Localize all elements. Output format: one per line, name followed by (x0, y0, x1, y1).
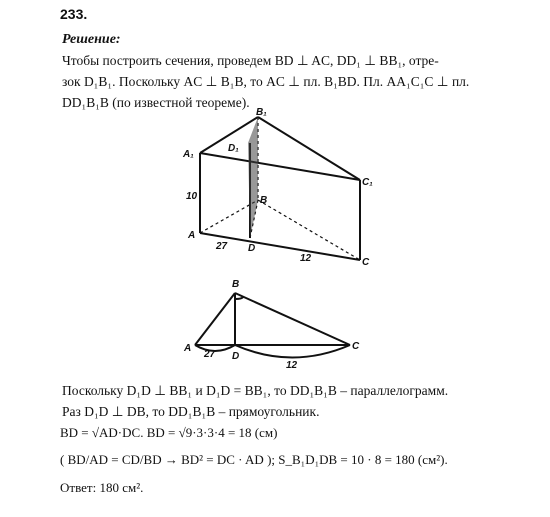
formula-1: BD = √AD·DC. BD = √9·3·3·4 = 18 (см) (60, 425, 278, 440)
label-C: C (362, 257, 370, 268)
paragraph-2 (62, 380, 532, 422)
tri-label-C: C (352, 341, 360, 352)
triangle-figure (180, 275, 380, 375)
answer: Ответ: 180 см². (60, 480, 144, 495)
label-10: 10 (186, 191, 198, 202)
para1-line1: Чтобы построить сечения, проведем BD ⊥ AC, DD₁ ⊥ BB₁, отре- (62, 53, 439, 68)
solution-label: Решение: (62, 32, 121, 47)
label-C1: C₁ (362, 177, 373, 188)
problem-number: 233. (60, 6, 88, 22)
label-D: D (248, 243, 256, 254)
label-27: 27 (216, 241, 228, 252)
label-A: A (188, 230, 196, 241)
prism-figure (150, 105, 420, 280)
para1-line3: DD₁B₁B (по известной теореме). (62, 95, 250, 110)
formula-2: ( BD/AD = CD/BD → BD² = DC · AD ); S_B₁D₁DB = 10 · 8 = 180 (см²). (60, 452, 448, 467)
para2-line1: Поскольку D₁D ⊥ BB₁ и D₁D = BB₁, то DD₁B₁B – параллелограмм. (62, 383, 449, 398)
para1-line2: зок D₁B₁. Поскольку AC ⊥ B₁B, то AC ⊥ пл. B₁BD. Пл. AA₁C₁C ⊥ пл. (62, 74, 470, 89)
label-A1: A₁ (183, 149, 194, 160)
tri-label-A: A (184, 343, 192, 354)
tri-label-B: B (232, 279, 240, 290)
label-B: B (260, 195, 268, 206)
tri-label-27: 27 (204, 349, 216, 360)
tri-label-12: 12 (286, 360, 298, 371)
label-B1: B₁ (256, 107, 267, 118)
para2-line2: Раз D₁D ⊥ DB, то DD₁B₁B – прямоугольник. (62, 404, 320, 419)
label-D1: D₁ (228, 143, 239, 154)
tri-label-D: D (232, 351, 240, 362)
label-12: 12 (300, 253, 312, 264)
paragraph-1 (62, 50, 532, 113)
